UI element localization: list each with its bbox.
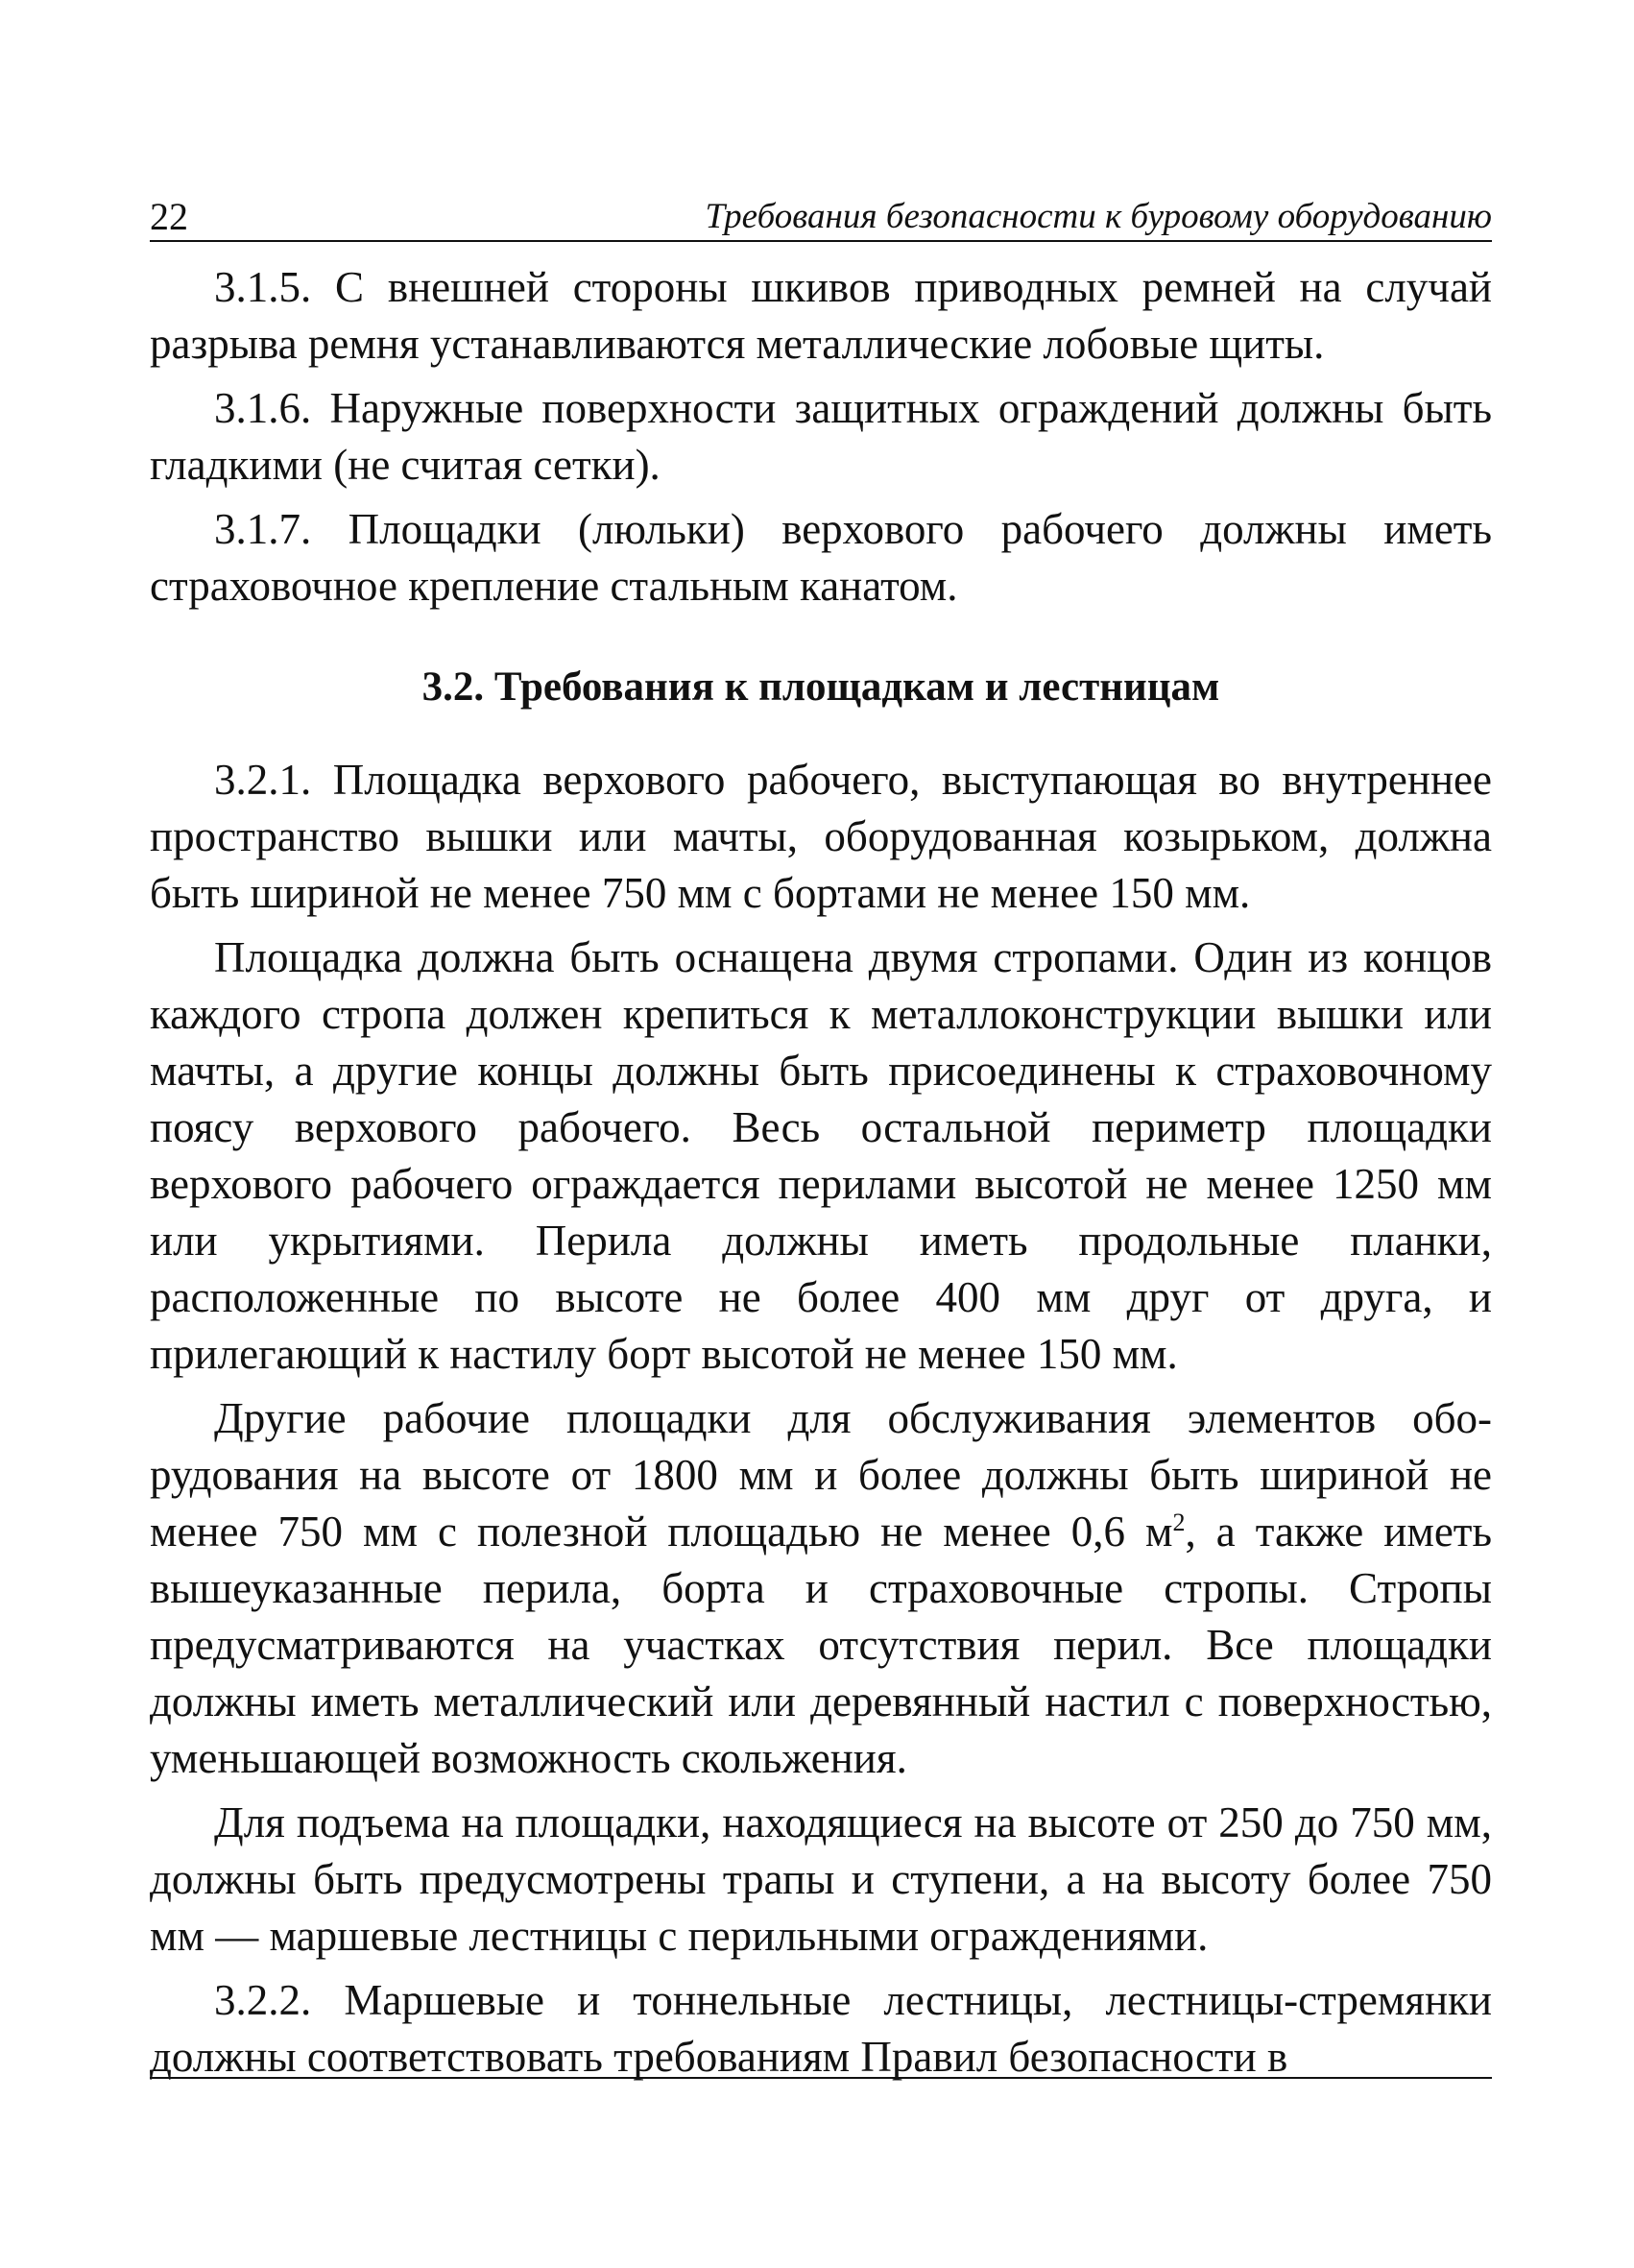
footer-rule [150, 2077, 1492, 2079]
paragraph-3-2-1: 3.2.1. Площадка верхового рабочего, выступающая во внутреннее пространство вышки или мачты, оборудованная козырьком, должна быть шириной не менее 750 мм с бортами не менее 150 мм. [150, 756, 1492, 917]
section-heading-3-2: 3.2. Требования к площадкам и лестницам [421, 664, 1220, 710]
paragraph-other-platforms-text-b: , а также иметь вышеуказанные перила, борта и страховочные стропы. Стропы предусматриваются на участках отсутствия перил. Все площадки должны иметь металлический или деревянный настил с поверхностью, уменьшающей возможность скольжения. [150, 1508, 1492, 1782]
paragraph-other-platforms [150, 1390, 1492, 1787]
running-title: Требования безопасности к буровому оборудованию [705, 197, 1492, 236]
paragraph-3-1-6: 3.1.6. Наружные поверхности защитных ограждений должны быть гладкими (не считая сетки). [150, 384, 1492, 489]
paragraph-3-1-7: 3.1.7. Площадки (люльки) верхового рабочего должны иметь страховочное крепление стальным канатом. [150, 505, 1492, 610]
body-text [150, 259, 1492, 2086]
document-page [150, 188, 1492, 2093]
paragraph-platform-slings: Площадка должна быть оснащена двумя стропами. Один из концов каждого стропа должен крепиться к металлоконструкции вышки или мачты, а другие концы должны быть присоединены к страховочному поясу верхового рабочего. Весь остальной периметр площадки верхового рабочего ограждается перилами высотой не менее 1250 мм или укрытиями. Перила должны иметь продольные планки, расположенные по высоте не более 400 мм друг от друга, и прилегающий к настилу борт высотой не менее 150 мм. [150, 933, 1492, 1378]
paragraph-ladders-access: Для подъема на площадки, находящиеся на высоте от 250 до 750 мм, должны быть предусмотрены трапы и ступени, а на высоту более 750 мм — маршевые лестницы с перильными ограждениями. [150, 1798, 1492, 1960]
paragraph-3-1-5: 3.1.5. С внешней стороны шкивов приводных ремней на случай разрыва ремня устанавливаются металлические лобовые щиты. [150, 263, 1492, 368]
running-header [150, 188, 1492, 242]
page-number: 22 [150, 195, 188, 238]
superscript-2: 2 [1172, 1508, 1186, 1536]
paragraph-other-platforms-text-a: Другие рабочие площадки для обслуживания элементов оборудования на высоте от 1800 мм и более должны быть шириной не менее 750 мм с полезной площадью не менее 0,6 м [150, 1394, 1492, 1556]
paragraph-3-2-2: 3.2.2. Маршевые и тоннельные лестницы, лестницы-стремянки должны соответствовать требованиям Правил безопасности в [150, 1976, 1492, 2081]
